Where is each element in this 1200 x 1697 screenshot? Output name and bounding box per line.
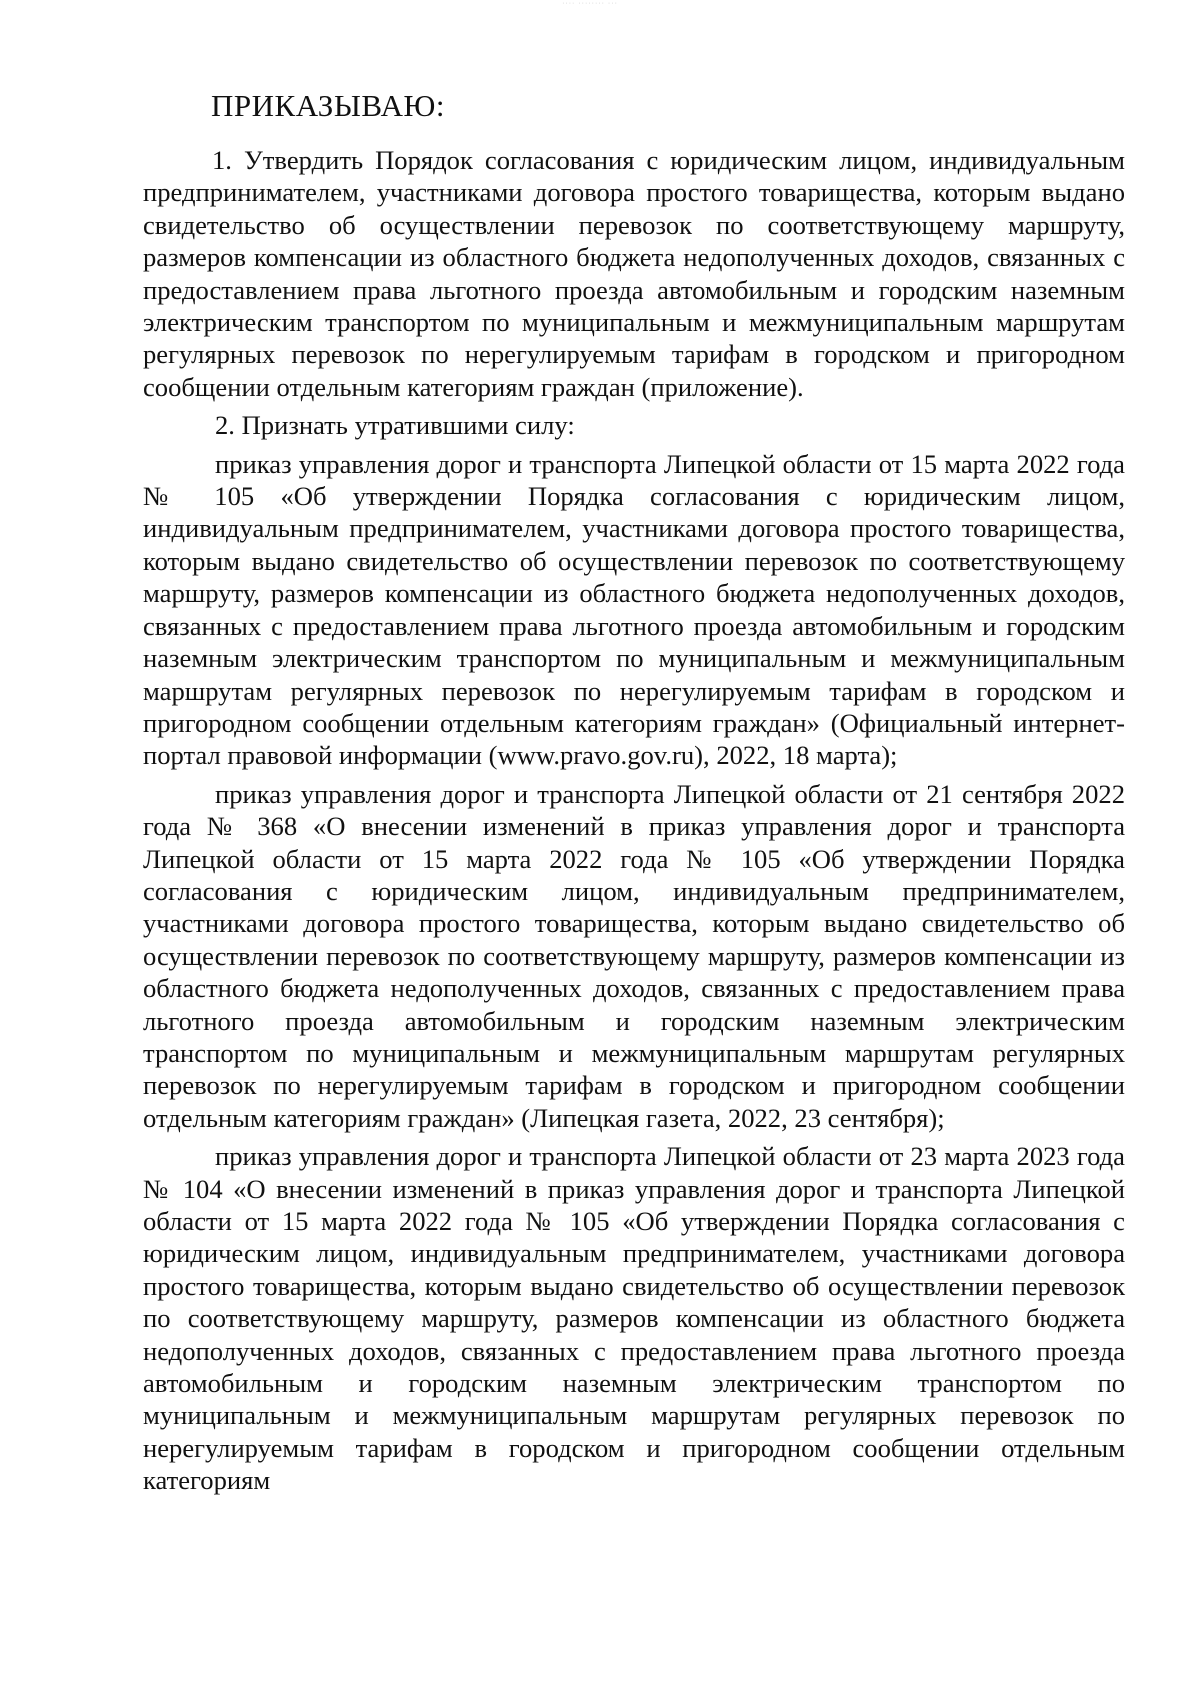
paragraph-order-105: приказ управления дорог и транспорта Липецкой области от 15 марта 2022 года № 105 «Об утверждении Порядка согласования с юридическим лицом, индивидуальным предпринимателем, участниками договора простого товарищества, которым выдано свидетельство об осуществлении перевозок по соответствующему маршруту, размеров компенсации из областного бюджета недополученных доходов, связанных с предоставлением права льготного проезда автомобильным и городским наземным электрическим транспортом по муниципальным и межмуниципальным маршрутам регулярных перевозок по нерегулируемым тарифам в городском и пригородном сообщении отдельным категориям граждан» (Официальный интернет-портал правовой информации (www.pravo.gov.ru), 2022, 18 марта);	[143, 448, 1125, 771]
paragraph-item-1: 1. Утвердить Порядок согласования с юридическим лицом, индивидуальным предпринимателем, участниками договора простого товарищества, которым выдано свидетельство об осуществлении перевозок по соответствующему маршруту, размеров компенсации из областного бюджета недополученных доходов, связанных с предоставлением права льготного проезда автомобильным и городским наземным электрическим транспортом по муниципальным и межмуниципальным маршрутам регулярных перевозок по нерегулируемым тарифам в городском и пригородном сообщении отдельным категориям граждан (приложение).	[143, 145, 1125, 402]
paragraph-order-368: приказ управления дорог и транспорта Липецкой области от 21 сентября 2022 года № 368 «О внесении изменений в приказ управления дорог и транспорта Липецкой области от 15 марта 2022 года № 105 «Об утверждении Порядка согласования с юридическим лицом, индивидуальным предпринимателем, участниками договора простого товарищества, которым выдано свидетельство об осуществлении перевозок по соответствующему маршруту, размеров компенсации из областного бюджета недополученных доходов, связанных с предоставлением права льготного проезда автомобильным и городским наземным электрическим транспортом по муниципальным и межмуниципальным маршрутам регулярных перевозок по нерегулируемым тарифам в городском и пригородном сообщении отдельным категориям граждан» (Липецкая газета, 2022, 23 сентября);	[143, 778, 1125, 1133]
scan-artifact-mark: ···· ········ ···	[562, 0, 618, 7]
paragraph-item-2: 2. Признать утратившими силу:	[215, 410, 575, 441]
document-body	[143, 144, 1125, 1503]
order-heading: ПРИКАЗЫВАЮ:	[211, 88, 445, 123]
paragraph-order-104: приказ управления дорог и транспорта Липецкой области от 23 марта 2023 года № 104 «О внесении изменений в приказ управления дорог и транспорта Липецкой области от 15 марта 2022 года № 105 «Об утверждении Порядка согласования с юридическим лицом, индивидуальным предпринимателем, участниками договора простого товарищества, которым выдано свидетельство об осуществлении перевозок по соответствующему маршруту, размеров компенсации из областного бюджета недополученных доходов, связанных с предоставлением права льготного проезда автомобильным и городским наземным электрическим транспортом по муниципальным и межмуниципальным маршрутам регулярных перевозок по нерегулируемым тарифам в городском и пригородном сообщении отдельным категориям	[143, 1141, 1125, 1496]
